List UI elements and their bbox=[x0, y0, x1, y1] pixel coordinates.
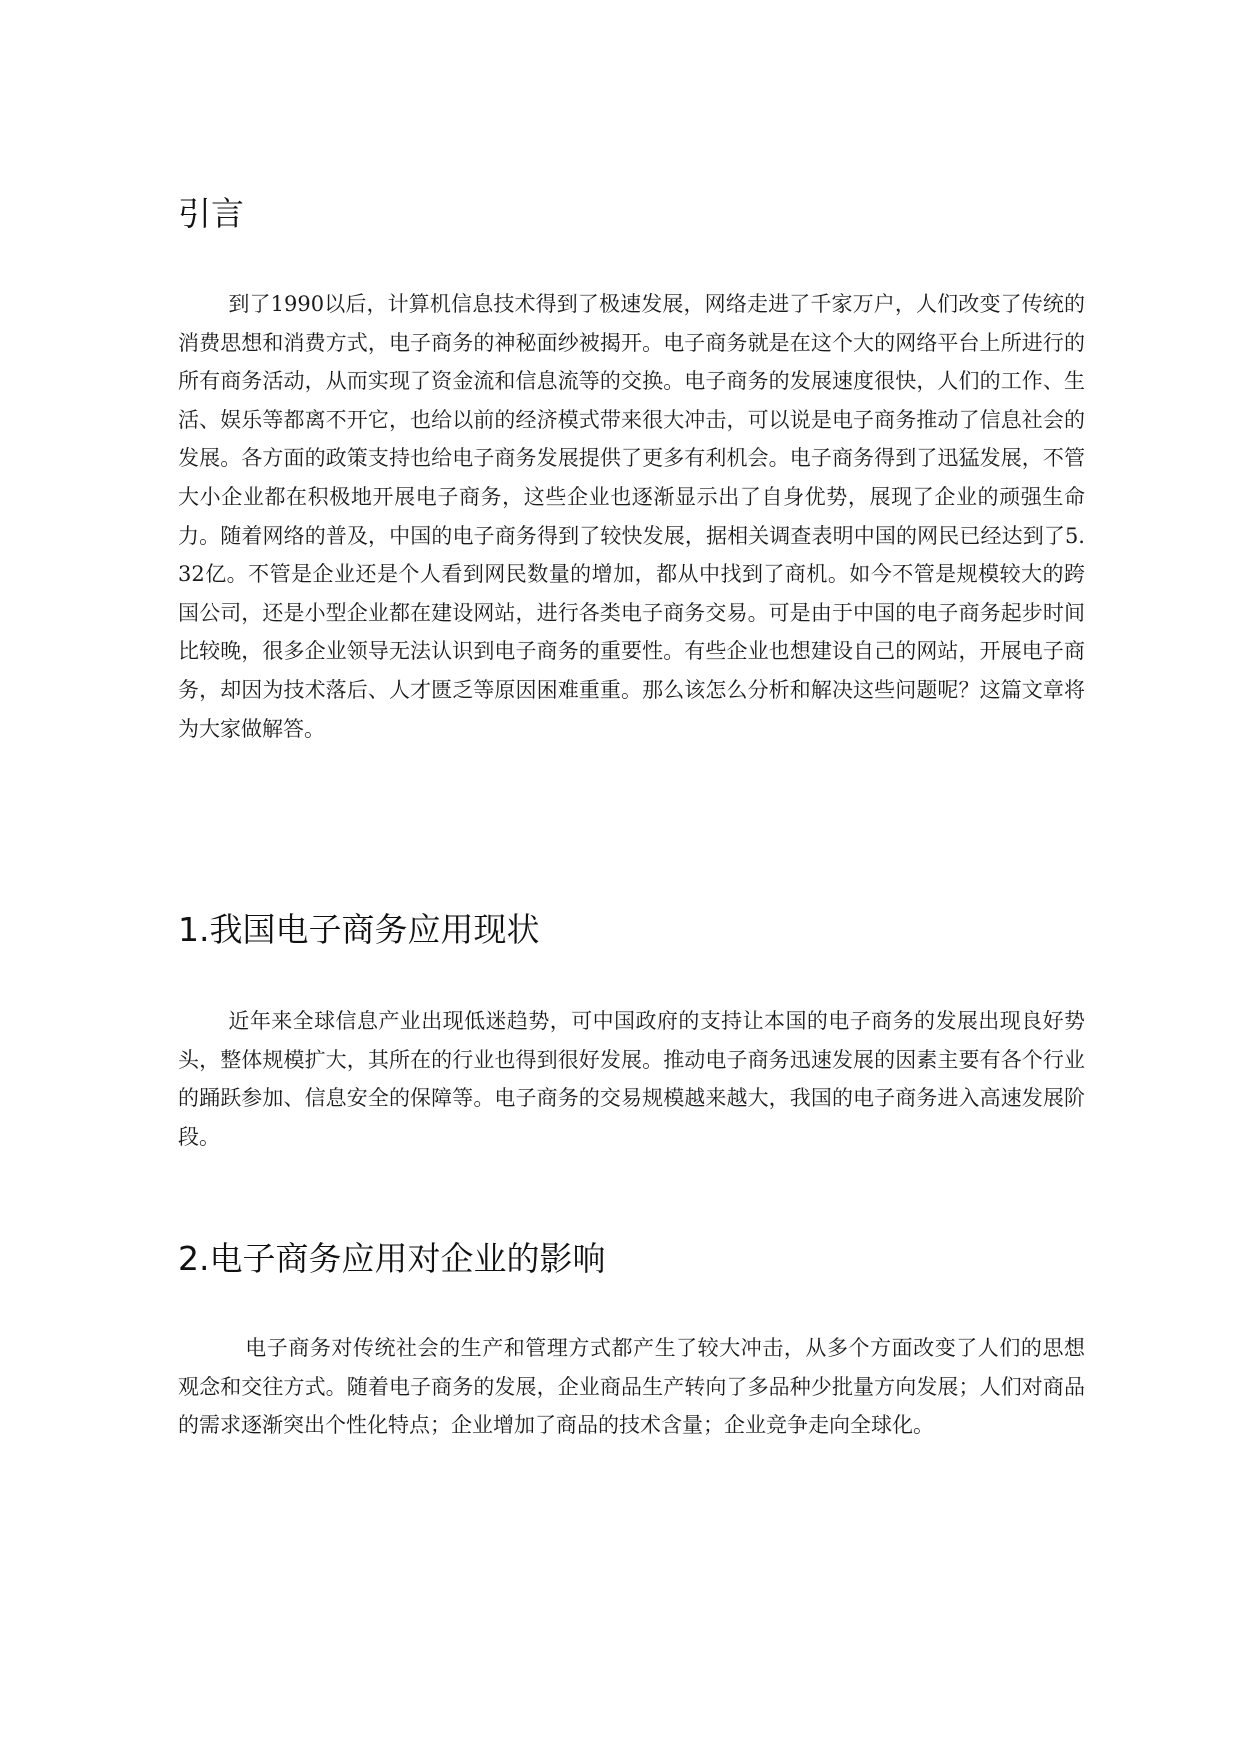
section-paragraph-impact-on-enterprises: 电子商务对传统社会的生产和管理方式都产生了较大冲击，从多个方面改变了人们的思想观念和交往方式。随着电子商务的发展，企业商品生产转向了多品种少批量方向发展；人们对商品的需求逐渐突出个性化特点；企业增加了商品的技术含量；企业竞争走向全球化。 bbox=[178, 1336, 1085, 1438]
section-paragraph-application-status: 近年来全球信息产业出现低迷趋势，可中国政府的支持让本国的电子商务的发展出现良好势头，整体规模扩大，其所在的行业也得到很好发展。推动电子商务迅速发展的因素主要有各个行业的踊跃参加、信息安全的保障等。电子商务的交易规模越来越大，我国的电子商务进入高速发展阶段。 bbox=[178, 1009, 1085, 1149]
section-heading-impact-on-enterprises: 2.电子商务应用对企业的影响 bbox=[178, 1239, 606, 1278]
section-heading-introduction: 引言 bbox=[178, 194, 244, 233]
section-heading-application-status: 1.我国电子商务应用现状 bbox=[178, 910, 540, 949]
section-paragraph-introduction: 到了1990以后，计算机信息技术得到了极速发展，网络走进了千家万户，人们改变了传统的消费思想和消费方式，电子商务的神秘面纱被揭开。电子商务就是在这个大的网络平台上所进行的所有商务活动，从而实现了资金流和信息流等的交换。电子商务的发展速度很快，人们的工作、生活、娱乐等都离不开它，也给以前的经济模式带来很大冲击，可以说是电子商务推动了信息社会的发展。各方面的政策支持也给电子商务发展提供了更多有利机会。电子商务得到了迅猛发展，不管大小企业都在积极地开展电子商务，这些企业也逐渐显示出了自身优势，展现了企业的顽强生命力。随着网络的普及，中国的电子商务得到了较快发展，据相关调查表明中国的网民已经达到了5.32亿。不管是企业还是个人看到网民数量的增加，都从中找到了商机。如今不管是规模较大的跨国公司，还是小型企业都在建设网站，进行各类电子商务交易。可是由于中国的电子商务起步时间比较晚，很多企业领导无法认识到电子商务的重要性。有些企业也想建设自己的网站，开展电子商务，却因为技术落后、人才匮乏等原因困难重重。那么该怎么分析和解决这些问题呢？这篇文章将为大家做解答。 bbox=[178, 292, 1085, 741]
